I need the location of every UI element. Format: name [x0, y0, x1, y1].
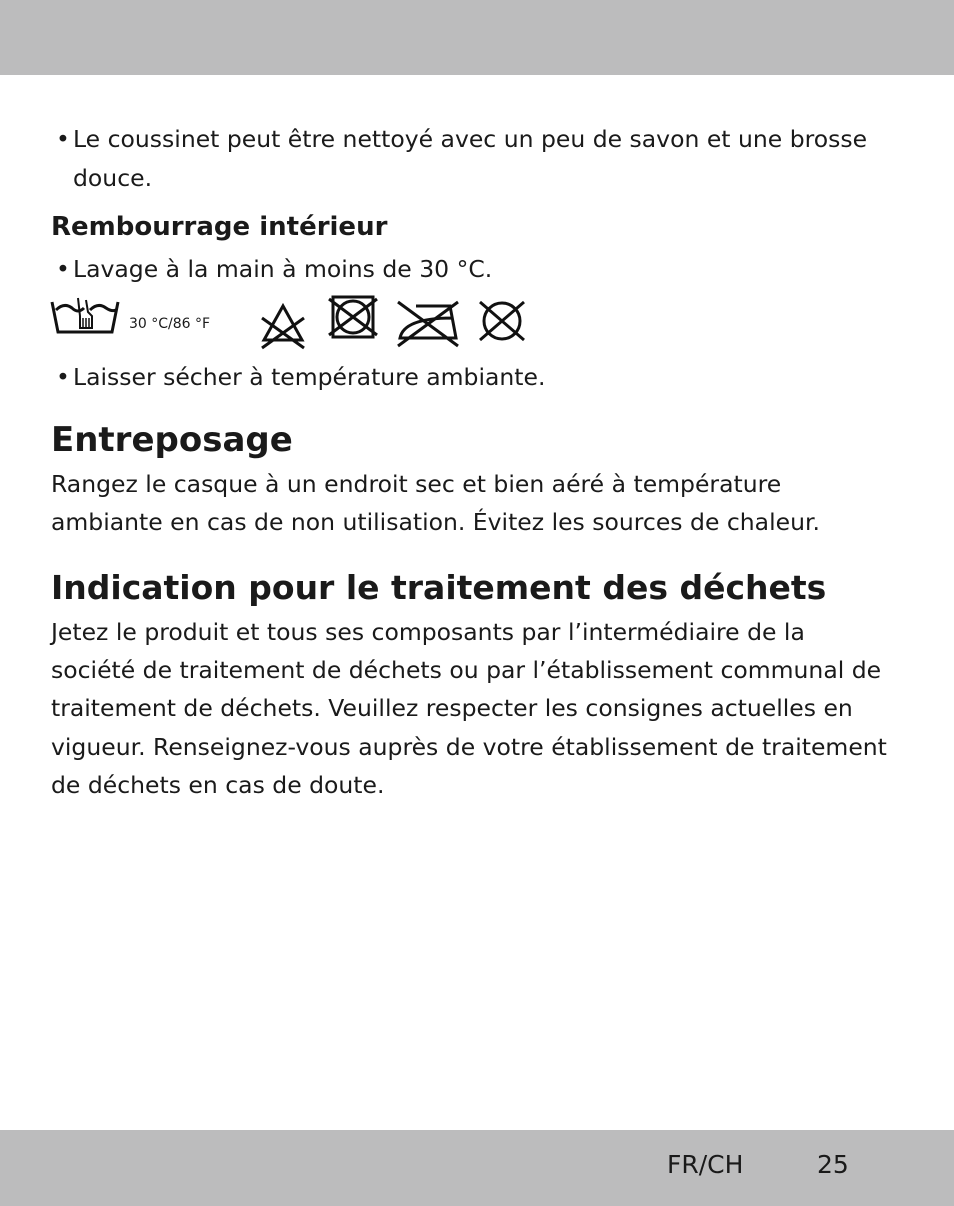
footer-language: FR/CH — [667, 1150, 744, 1179]
section-title: Rembourrage intérieur — [51, 212, 388, 242]
section-title: Entreposage — [51, 420, 293, 460]
paragraph-line: Jetez le produit et tous ses composants par l’intermédiaire de la — [51, 618, 805, 646]
paragraph-line: de déchets en cas de doute. — [51, 771, 385, 799]
page-number: 25 — [817, 1150, 849, 1179]
bullet-text: Lavage à la main à moins de 30 °C. — [73, 255, 493, 283]
bullet-text: Le coussinet peut être nettoyé avec un peu de savon et une brosse — [73, 125, 868, 153]
bullet-dot: • — [56, 255, 70, 283]
no-bleach-icon — [258, 300, 308, 350]
care-temperature: 30 °C/86 °F — [129, 316, 211, 332]
no-iron-icon — [394, 298, 464, 350]
paragraph-line: ambiante en cas de non utilisation. Évitez les sources de chaleur. — [51, 508, 820, 536]
paragraph-line: traitement de déchets. Veuillez respecter les consignes actuelles en — [51, 694, 853, 722]
bullet-text: douce. — [73, 164, 153, 192]
bullet-dot: • — [56, 125, 70, 153]
header-bar — [0, 0, 954, 75]
bullet-dot: • — [56, 363, 70, 391]
section-title: Indication pour le traitement des déchets — [51, 568, 827, 607]
paragraph-line: vigueur. Renseignez-vous auprès de votre établissement de traitement — [51, 733, 887, 761]
paragraph-line: société de traitement de déchets ou par l’établissement communal de — [51, 656, 882, 684]
no-dry-clean-icon — [476, 298, 528, 344]
hand-wash-icon — [50, 296, 120, 338]
footer-bar — [0, 1130, 954, 1206]
bullet-text: Laisser sécher à température ambiante. — [73, 363, 546, 391]
no-tumble-dry-icon — [327, 294, 379, 344]
paragraph-line: Rangez le casque à un endroit sec et bien aéré à température — [51, 470, 782, 498]
